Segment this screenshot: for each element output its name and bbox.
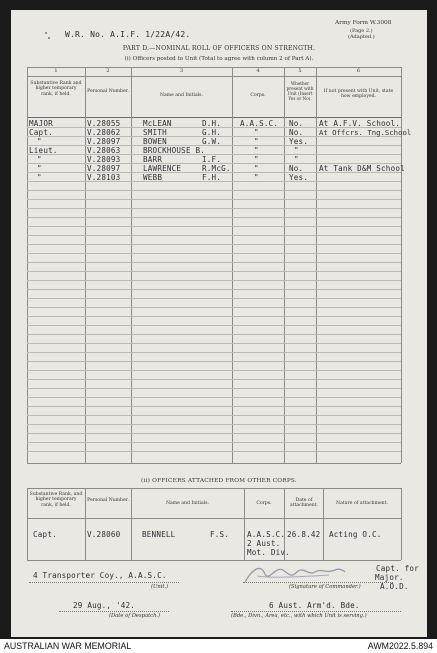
col-number-3: 3: [179, 68, 184, 74]
col-number-5: 5: [298, 68, 302, 74]
row-rank: Capt.: [29, 128, 53, 137]
form-adapted: (Adapted.): [348, 34, 375, 40]
col-header-employed: If not present with Unit, state how employed.: [323, 89, 394, 100]
row-rank: ": [37, 155, 42, 164]
bde-value: 6 Aust. Arm'd. Bde.: [269, 601, 360, 610]
row-corps-line-1: A.A.S.C.: [247, 530, 286, 539]
row-corps: ": [254, 146, 259, 155]
row-corps: ": [254, 164, 259, 173]
unit-value: 4 Transporter Coy., A.A.S.C.: [33, 571, 167, 580]
commander-rank-line-2: Major.: [375, 573, 404, 582]
row-present: Yes.: [289, 137, 309, 146]
row-corps: ": [254, 137, 259, 146]
row-present: No.: [289, 119, 304, 128]
col-header-name: Name and Initials.: [160, 93, 203, 98]
t2-header-nature: Nature of attachment.: [336, 501, 388, 506]
row-rank: Capt.: [33, 530, 57, 539]
row-rank: Lieut.: [29, 146, 58, 155]
part-title: PART D.—NOMINAL ROLL OF OFFICERS ON STRENGTH.: [122, 45, 316, 52]
t2-header-name: Name and Initials.: [166, 501, 209, 506]
row-name: BENNELL: [142, 530, 176, 539]
row-number: V.28060: [87, 530, 121, 539]
row-name: BOWEN: [143, 137, 167, 146]
col-number-4: 4: [256, 68, 260, 74]
document-page: [11, 10, 427, 637]
row-present: Yes.: [289, 173, 309, 182]
t2-header-rank: Substantive Rank, and higher temporary rank, if held.: [29, 492, 83, 508]
row-present: No.: [289, 128, 304, 137]
col-header-number: Personal Number.: [87, 89, 129, 94]
row-present: ": [294, 146, 299, 155]
row-name: BARR: [143, 155, 163, 164]
unit-label: (Unit.): [151, 584, 169, 590]
row-initials: F.S.: [210, 530, 230, 539]
section-ii-title: (ii) OFFICERS ATTACHED FROM OTHER CORPS.: [141, 478, 297, 484]
date-of-despatch-label: (Date of Despatch.): [109, 613, 161, 619]
row-corps: A.A.S.C.: [240, 119, 279, 128]
col-header-rank: Substantive Rank and higher temporary rank, if held.: [30, 81, 82, 97]
row-date: 26.8.42: [287, 530, 321, 539]
t2-header-date: Date of attachment.: [289, 498, 319, 509]
row-initials: G.H.: [202, 128, 222, 137]
row-employed: At Tank D&M School: [319, 164, 405, 173]
binder-hole-marks: [45, 32, 51, 42]
row-name: WEBB: [143, 173, 163, 182]
row-number: V.28103: [87, 173, 121, 182]
col-number-1: 1: [54, 68, 58, 74]
row-name: LAWRENCE: [143, 164, 182, 173]
row-nature: Acting O.C.: [329, 530, 382, 539]
row-corps: ": [254, 128, 259, 137]
row-corps-line-3: Mot. Div.: [247, 548, 290, 557]
form-number: Army Form W.3008: [335, 20, 392, 26]
t2-header-number: Personal Number.: [87, 498, 129, 503]
credit-left: AUSTRALIAN WAR MEMORIAL: [4, 641, 132, 651]
row-number: V.28063: [87, 146, 121, 155]
row-rank: ": [37, 173, 42, 182]
credit-right: AWM2022.5.894: [367, 641, 433, 651]
row-rank: ": [37, 164, 42, 173]
row-rank: ": [37, 137, 42, 146]
row-initials: F.H.: [202, 173, 222, 182]
row-number: V.28097: [87, 137, 121, 146]
row-corps-line-2: 2 Aust.: [247, 539, 281, 548]
row-number: V.28093: [87, 155, 121, 164]
row-present: ": [294, 155, 299, 164]
signature-label: (Signature of Commander.): [289, 584, 361, 590]
bde-label: (Bde., Divn., Area, etc., with which Unit is serving.): [231, 613, 367, 619]
row-rank: MAJOR: [29, 119, 53, 128]
credit-bar: [0, 639, 437, 653]
section-i-title: (i) Officers posted to Unit (Total to agree with column 2 of Part A).: [124, 56, 314, 62]
commander-rank-line-1: Capt. for: [376, 564, 419, 573]
col-number-2: 2: [106, 68, 110, 74]
commander-rank-line-3: A.O.D.: [380, 582, 409, 591]
row-corps: ": [254, 155, 259, 164]
date-of-despatch-value: 29 Aug., '42.: [73, 601, 136, 610]
col-header-corps: Corps.: [250, 93, 266, 98]
row-initials: D.H.: [202, 119, 222, 128]
row-employed: At Offcrs. Tng.School: [319, 128, 412, 137]
row-number: V.28062: [87, 128, 121, 137]
row-initials: I.F.: [202, 155, 222, 164]
row-name: BROCKHOUSE B.: [143, 146, 206, 155]
row-initials: G.W.: [202, 137, 222, 146]
wr-number: W.R. No. A.I.F. 1/22A/42.: [65, 30, 191, 39]
row-name: SMITH: [143, 128, 167, 137]
col-header-present: Whether present with Unit (Insert Yes or No).: [286, 81, 314, 101]
row-present: No.: [289, 164, 304, 173]
row-initials: R.McG.: [202, 164, 231, 173]
row-corps: ": [254, 173, 259, 182]
row-employed: At A.F.V. School.: [319, 119, 401, 128]
col-number-6: 6: [356, 68, 361, 74]
form-page: (Page 2.): [350, 28, 373, 34]
row-number: V.28097: [87, 164, 121, 173]
t2-header-corps: Corps.: [256, 501, 272, 506]
row-number: V.28055: [87, 119, 121, 128]
row-name: McLEAN: [143, 119, 172, 128]
